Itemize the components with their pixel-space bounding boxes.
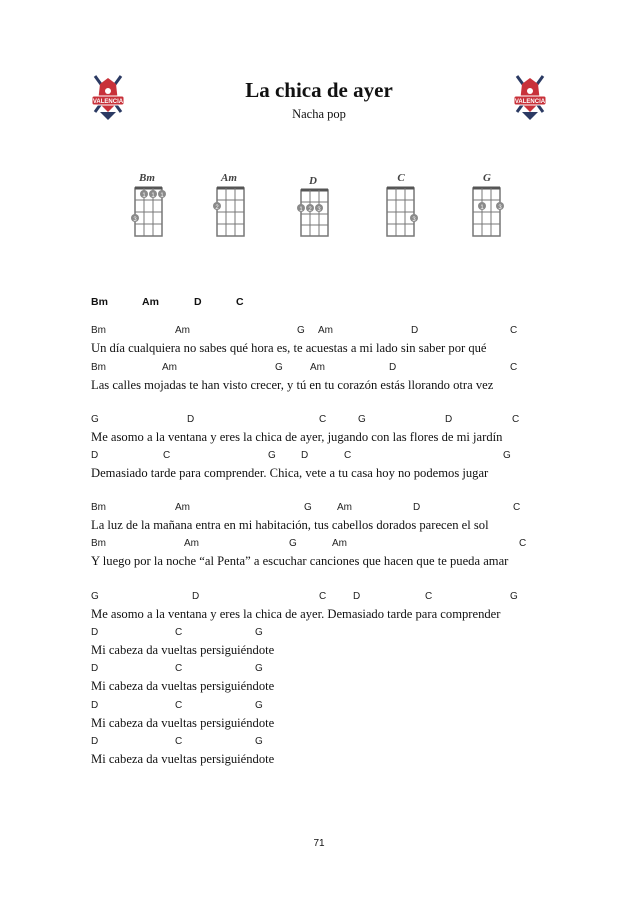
svg-text:VALENCIA: VALENCIA (514, 99, 546, 105)
chord-label: C (175, 627, 183, 638)
lyric-line: Demasiado tarde para comprender. Chica, vete a tu casa hoy no podemos jugar (91, 466, 489, 480)
chords-row (91, 736, 561, 750)
chords-row (91, 591, 561, 605)
chord-label: Am (175, 502, 190, 513)
chords-row (91, 538, 561, 552)
sequence-chord: C (236, 296, 244, 308)
svg-text:VALENCIA: VALENCIA (92, 99, 124, 105)
chord-label: D (411, 325, 419, 336)
svg-text:3: 3 (317, 207, 321, 213)
svg-text:3: 3 (133, 217, 137, 223)
chord-label: Am (318, 325, 333, 336)
song-line (91, 736, 561, 767)
lyric-line: La luz de la mañana entra en mi habitación, tus cabellos dorados parecen el sol (91, 518, 489, 532)
lyric-line: Mi cabeza da vueltas persiguiéndote (91, 679, 275, 693)
chord-diagram-label: Bm (139, 172, 155, 184)
song-line (91, 627, 561, 658)
chord-label: G (503, 450, 511, 461)
song-line (91, 663, 561, 694)
song-line (91, 450, 561, 481)
svg-text:3: 3 (498, 205, 502, 211)
sequence-chord: Am (142, 296, 159, 308)
chord-label: D (91, 627, 99, 638)
chords-row (91, 414, 561, 428)
chord-diagram-label: D (309, 175, 317, 187)
lyric-line: Mi cabeza da vueltas persiguiéndote (91, 716, 275, 730)
chord-label: D (301, 450, 309, 461)
chord-diagrams (0, 168, 638, 248)
chords-row (91, 502, 561, 516)
page-number: 71 (313, 838, 325, 849)
chord-label: Bm (91, 502, 106, 513)
chord-label: G (91, 414, 99, 425)
chord-diagram-bm (121, 168, 171, 246)
chord-diagram-c (377, 168, 427, 246)
chord-label: Bm (91, 538, 106, 549)
chords-row (91, 450, 561, 464)
chord-label: C (175, 663, 183, 674)
sequence-chord: Bm (91, 296, 108, 308)
song-line (91, 414, 561, 445)
chord-label: G (289, 538, 297, 549)
chord-label: C (510, 362, 518, 373)
chord-label: G (358, 414, 366, 425)
chord-label: C (513, 502, 521, 513)
lyric-line: Las calles mojadas te han visto crecer, y tú en tu corazón estás llorando otra vez (91, 378, 494, 392)
chord-diagram-am (203, 168, 253, 246)
lyric-line: Me asomo a la ventana y eres la chica de ayer. Demasiado tarde para comprender (91, 607, 501, 621)
chord-label: Bm (91, 362, 106, 373)
chord-label: D (413, 502, 421, 513)
svg-text:1: 1 (160, 193, 164, 199)
svg-text:3: 3 (412, 217, 416, 223)
chord-label: Bm (91, 325, 106, 336)
chord-label: Am (162, 362, 177, 373)
lyric-line: Y luego por la noche “al Penta” a escuchar canciones que hacen que te pueda amar (91, 554, 509, 568)
chord-label: G (255, 700, 263, 711)
chord-diagram-g (462, 168, 512, 246)
chord-label: Am (310, 362, 325, 373)
chords-row (91, 700, 561, 714)
svg-text:1: 1 (480, 205, 484, 211)
chord-label: Am (337, 502, 352, 513)
song-line (91, 538, 561, 569)
lyric-line: Me asomo a la ventana y eres la chica de ayer, jugando con las flores de mi jardín (91, 430, 503, 444)
svg-text:1: 1 (142, 193, 146, 199)
chord-label: D (192, 591, 200, 602)
chord-label: C (319, 591, 327, 602)
chords-row (91, 663, 561, 677)
chord-label: Am (175, 325, 190, 336)
chord-label: C (510, 325, 518, 336)
chord-diagram-label: C (397, 172, 405, 184)
chord-label: C (425, 591, 433, 602)
chord-label: G (275, 362, 283, 373)
svg-text:2: 2 (308, 207, 312, 213)
chord-label: D (91, 663, 99, 674)
chord-label: D (91, 450, 99, 461)
chord-label: C (175, 736, 183, 747)
chords-row (91, 325, 561, 339)
chord-diagram-label: G (483, 172, 491, 184)
lyric-line: Mi cabeza da vueltas persiguiéndote (91, 752, 275, 766)
chord-label: C (512, 414, 520, 425)
chords-row (91, 627, 561, 641)
svg-text:1: 1 (299, 207, 303, 213)
lyric-line: Mi cabeza da vueltas persiguiéndote (91, 643, 275, 657)
chords-row (91, 362, 561, 376)
song-line (91, 502, 561, 533)
chord-diagram-label: Am (221, 172, 237, 184)
chord-label: G (297, 325, 305, 336)
song-line (91, 591, 561, 622)
chord-label: C (519, 538, 527, 549)
chord-label: G (510, 591, 518, 602)
song-title: La chica de ayer (245, 78, 393, 102)
sequence-chord: D (194, 296, 202, 308)
chord-label: Am (184, 538, 199, 549)
chord-diagram-d (287, 168, 337, 246)
chord-label: D (445, 414, 453, 425)
chord-label: G (255, 736, 263, 747)
chord-label: D (353, 591, 361, 602)
song-line (91, 325, 561, 356)
song-line (91, 700, 561, 731)
chord-label: G (255, 663, 263, 674)
svg-text:1: 1 (151, 193, 155, 199)
chord-label: G (91, 591, 99, 602)
song-line (91, 362, 561, 393)
chord-label: D (91, 700, 99, 711)
chord-label: C (175, 700, 183, 711)
chord-label: G (304, 502, 312, 513)
chord-label: C (344, 450, 352, 461)
chord-label: C (319, 414, 327, 425)
chord-label: G (268, 450, 276, 461)
chord-label: D (187, 414, 195, 425)
chord-label: D (389, 362, 397, 373)
svg-text:2: 2 (215, 205, 219, 211)
lyric-line: Un día cualquiera no sabes qué hora es, te acuestas a mi lado sin saber por qué (91, 341, 487, 355)
chord-label: Am (332, 538, 347, 549)
chord-label: G (255, 627, 263, 638)
song-artist: Nacha pop (292, 107, 346, 121)
chord-label: C (163, 450, 171, 461)
chord-label: D (91, 736, 99, 747)
